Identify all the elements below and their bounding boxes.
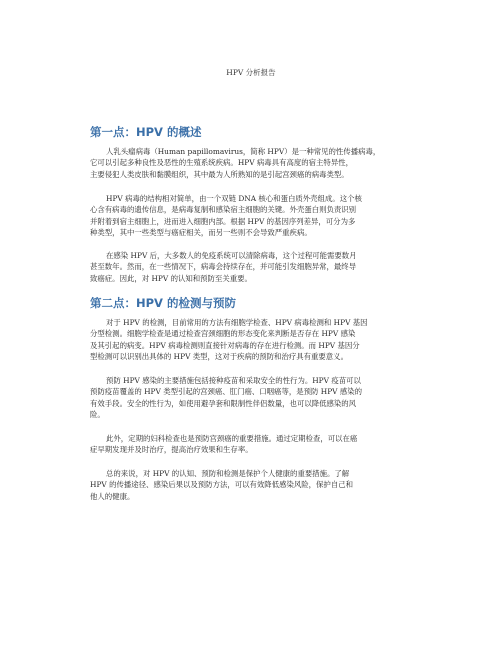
text-line: 对于 HPV 的检测，目前常用的方法有细胞学检查、HPV 病毒检测和 HPV 基因 [106, 318, 368, 327]
section-heading-overview: 第一点：HPV 的概述 [90, 125, 202, 139]
paragraph [90, 433, 357, 456]
text-line: 心含有病毒的遗传信息，是病毒复制和感染宿主细胞的关键。外壳蛋白则负责识别 [90, 205, 357, 215]
text-line: HPV 病毒的结构相对简单，由一个双链 DNA 核心和蛋白质外壳组成。这个核 [106, 194, 362, 203]
text-line: 预防 HPV 感染的主要措施包括接种疫苗和采取安全的性行为。HPV 疫苗可以 [106, 376, 361, 385]
text-line: 种类型，其中一些类型与癌症相关，而另一些则不会导致严重疾病。 [90, 227, 312, 237]
text-line: 此外，定期的妇科检查也是预防宫颈癌的重要措施。通过定期检查，可以在癌 [106, 434, 358, 443]
paragraph [90, 317, 368, 362]
text-line: 险。 [90, 409, 105, 419]
text-line: 型检测可以识别出具体的 HPV 类型，这对于疾病的预防和治疗具有重要意义。 [90, 351, 348, 361]
text-line: 主要侵犯人类皮肤和黏膜组织，其中最为人所熟知的是引起宫颈癌的病毒类型。 [90, 169, 349, 179]
text-line: 在感染 HPV 后，大多数人的免疫系统可以清除病毒，这个过程可能需要数月 [106, 251, 357, 260]
text-line: 分型检测。细胞学检查是通过检查宫颈细胞的形态变化来判断是否存在 HPV 感染 [90, 329, 356, 339]
text-line: 及其引起的病变。HPV 病毒检测则直接针对病毒的存在进行检测。而 HPV 基因分 [90, 340, 360, 350]
paragraph [90, 250, 357, 284]
text-line: 并附着到宿主细胞上，进而进入细胞内部。根据 HPV 的基因序列差异，可分为多 [90, 216, 356, 226]
text-line: 致癌症。因此，对 HPV 的认知和预防至关重要。 [90, 273, 252, 283]
text-line: 它可以引起多种良性及恶性的生殖系统疾病。HPV 病毒具有高度的宿主特异性， [90, 158, 353, 168]
text-line: HPV 的传播途径、感染后果以及预防方法，可以有效降低感染风险，保护自己和 [90, 480, 353, 490]
text-line: 他人的健康。 [90, 491, 135, 501]
text-line: 预防疫苗覆盖的 HPV 类型引起的宫颈癌、肛门癌、口咽癌等，是预防 HPV 感染的 [90, 387, 363, 397]
paragraph [90, 375, 362, 420]
section-heading-detection: 第二点：HPV 的检测与预防 [90, 296, 236, 310]
text-line: 有效手段。安全的性行为，如使用避孕套和限制性伴侣数量，也可以降低感染的风 [90, 398, 357, 408]
paragraph [90, 468, 353, 502]
text-line: 甚至数年。然而，在一些情况下，病毒会持续存在，并可能引发细胞异常，最终导 [90, 262, 357, 272]
document-title: HPV 分析报告 [226, 68, 276, 77]
text-line: 人乳头瘤病毒（Human papillomavirus，简称 HPV）是一种常见的性传播病毒， [106, 147, 381, 156]
paragraph [90, 146, 380, 180]
text-line: 症早期发现并及时治疗，提高治疗效果和生存率。 [90, 445, 253, 455]
text-line: 总的来说，对 HPV 的认知、预防和检测是保护个人健康的重要措施。了解 [106, 469, 350, 478]
paragraph [90, 193, 362, 238]
